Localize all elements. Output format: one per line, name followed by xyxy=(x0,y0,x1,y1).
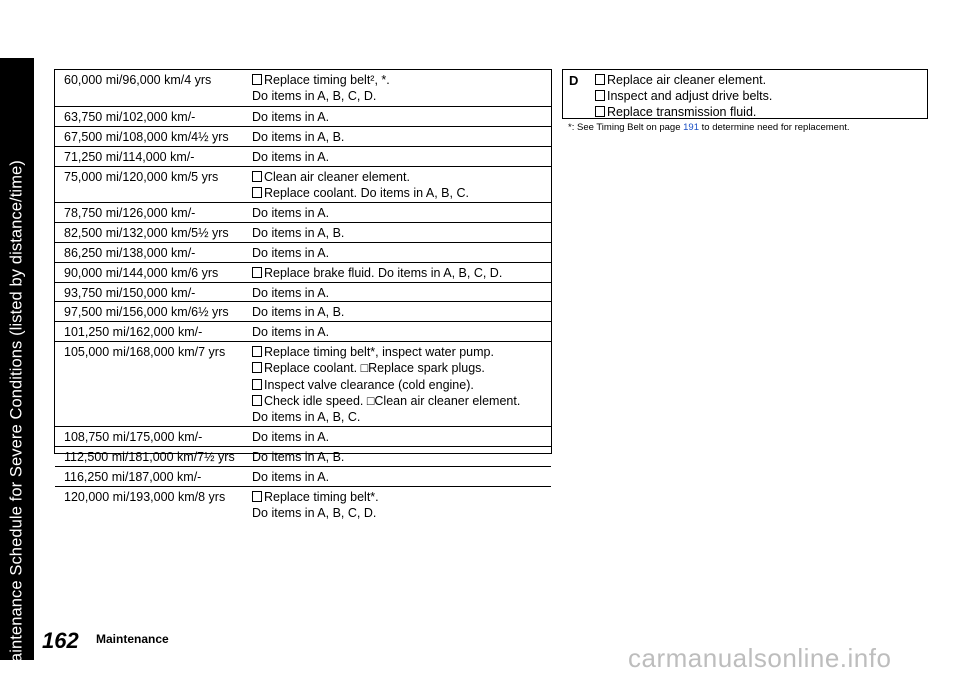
distance-cell: 60,000 mi/96,000 km/4 yrs xyxy=(64,73,212,87)
distance-cell: 112,500 mi/181,000 km/7½ yrs xyxy=(64,449,235,464)
service-line xyxy=(252,429,329,445)
checkbox-icon xyxy=(252,187,262,198)
table-row xyxy=(55,202,551,223)
table-row xyxy=(55,146,551,167)
page-number: 162 xyxy=(42,628,79,653)
checkbox-icon xyxy=(252,267,262,278)
checkbox-icon xyxy=(252,362,262,373)
item-d-letter: D xyxy=(569,73,579,88)
service-text: Replace coolant. Do items in A, B, C. xyxy=(264,186,469,200)
service-text: Do items in A, B. xyxy=(252,449,345,464)
checkbox-icon xyxy=(252,171,262,182)
service-text: Do items in A. xyxy=(252,110,330,125)
table-row xyxy=(55,126,551,147)
service-line xyxy=(252,304,344,320)
service-line xyxy=(252,324,329,340)
table-row xyxy=(55,301,551,322)
items-cell xyxy=(252,205,329,221)
note-text-after: to determine need for replacement. xyxy=(701,122,850,133)
checkbox-icon xyxy=(595,90,605,101)
section-title: Maintenance xyxy=(96,632,169,646)
table-row xyxy=(55,466,551,487)
service-text: Do items in A. xyxy=(252,285,330,300)
distance-cell: 78,750 mi/126,000 km/- xyxy=(64,205,196,220)
side-tab xyxy=(0,58,34,676)
checkbox-icon xyxy=(595,106,605,117)
distance-cell: 97,500 mi/156,000 km/6½ yrs xyxy=(64,305,229,320)
service-text: Replace transmission fluid. xyxy=(607,105,757,120)
table-row xyxy=(55,282,551,303)
note-text-before: See Timing Belt on page xyxy=(576,122,681,133)
distance-cell: 93,750 mi/150,000 km/- xyxy=(64,285,196,300)
service-text: Do items in A, B, C. xyxy=(252,410,361,424)
service-line xyxy=(252,285,329,301)
note-marker: *: xyxy=(568,122,575,133)
service-text: Do items in A, B. xyxy=(252,305,345,320)
service-text: Do items in A. xyxy=(252,429,330,444)
service-text: Replace air cleaner element. xyxy=(607,73,767,87)
service-line xyxy=(252,149,329,165)
checkbox-icon xyxy=(252,74,262,85)
table-row xyxy=(55,341,551,427)
service-text: Do items in A, B, C, D. xyxy=(252,505,377,520)
watermark: carmanualsonline.info xyxy=(628,643,892,673)
items-cell xyxy=(252,225,344,241)
service-line xyxy=(252,505,379,521)
distance-cell: 67,500 mi/108,000 km/4½ yrs xyxy=(64,130,229,144)
items-cell xyxy=(252,449,344,465)
checkbox-icon xyxy=(252,395,262,406)
distance-cell: 75,000 mi/120,000 km/5 yrs xyxy=(64,169,219,184)
checkbox-icon xyxy=(252,491,262,502)
timing-belt-note xyxy=(568,122,850,133)
items-cell xyxy=(252,72,390,104)
table-row xyxy=(55,70,551,106)
item-d-list xyxy=(595,72,772,121)
distance-cell: 120,000 mi/193,000 km/8 yrs xyxy=(64,489,226,504)
service-text: Do items in A. xyxy=(252,245,330,260)
item-d-box xyxy=(562,69,928,119)
service-line xyxy=(252,265,502,281)
items-cell xyxy=(252,429,329,445)
service-line xyxy=(252,185,469,201)
service-line xyxy=(252,169,469,185)
service-text: Replace coolant. □Replace spark plugs. xyxy=(264,361,485,376)
table-row xyxy=(55,321,551,342)
checkbox-icon xyxy=(595,74,605,85)
distance-cell: 108,750 mi/175,000 km/- xyxy=(64,429,203,444)
distance-cell: 63,750 mi/102,000 km/- xyxy=(64,110,196,125)
table-row xyxy=(55,242,551,263)
service-line xyxy=(252,409,520,425)
service-text: Replace brake fluid. Do items in A, B, C, D. xyxy=(264,265,503,280)
service-line xyxy=(252,393,520,409)
distance-cell: 71,250 mi/114,000 km/- xyxy=(64,149,195,164)
service-line xyxy=(252,344,520,360)
checkbox-icon xyxy=(252,379,262,390)
table-row xyxy=(55,446,551,467)
items-cell xyxy=(252,285,329,301)
service-line xyxy=(595,72,772,88)
service-line xyxy=(252,88,390,104)
service-text: Clean air cleaner element. xyxy=(264,169,410,184)
side-title: Maintenance Schedule for Severe Conditions (listed by distance/time) xyxy=(7,160,26,676)
items-cell xyxy=(252,469,329,485)
table-row xyxy=(55,106,551,127)
items-cell xyxy=(252,109,329,125)
items-cell xyxy=(252,304,344,320)
service-text: Do items in A. xyxy=(252,149,330,164)
items-cell xyxy=(252,265,502,281)
service-line xyxy=(252,245,329,261)
distance-cell: 105,000 mi/168,000 km/7 yrs xyxy=(64,345,226,360)
distance-cell: 116,250 mi/187,000 km/- xyxy=(64,469,202,484)
service-line xyxy=(252,360,520,376)
table-row xyxy=(55,262,551,283)
items-cell xyxy=(252,149,329,165)
service-text: Do items in A. xyxy=(252,205,330,220)
table-row xyxy=(55,222,551,243)
service-line xyxy=(252,109,329,125)
service-text: Do items in A, B. xyxy=(252,130,345,144)
service-line xyxy=(252,377,520,393)
distance-cell: 86,250 mi/138,000 km/- xyxy=(64,245,196,260)
service-line xyxy=(252,225,344,241)
service-line xyxy=(595,104,772,120)
distance-cell: 101,250 mi/162,000 km/- xyxy=(64,325,203,340)
items-cell xyxy=(252,169,469,201)
service-line xyxy=(252,129,344,145)
items-cell xyxy=(252,344,520,425)
service-text: Inspect valve clearance (cold engine). xyxy=(264,377,474,392)
items-cell xyxy=(252,489,379,521)
service-line xyxy=(252,489,379,505)
table-row xyxy=(55,166,551,203)
service-text: Do items in A, B, C, D. xyxy=(252,89,377,104)
service-line xyxy=(252,205,329,221)
table-row xyxy=(55,426,551,447)
service-line xyxy=(252,72,390,88)
service-line xyxy=(595,88,772,104)
service-text: Inspect and adjust drive belts. xyxy=(607,89,773,104)
items-cell xyxy=(252,245,329,261)
service-text: Check idle speed. □Clean air cleaner element. xyxy=(264,393,521,408)
service-line xyxy=(252,469,329,485)
distance-cell: 82,500 mi/132,000 km/5½ yrs xyxy=(64,225,229,240)
distance-cell: 90,000 mi/144,000 km/6 yrs xyxy=(64,265,219,280)
service-text: Do items in A. xyxy=(252,469,330,484)
service-text: Replace timing belt², *. xyxy=(264,73,390,87)
checkbox-icon xyxy=(252,346,262,357)
items-cell xyxy=(252,324,329,340)
page-link[interactable]: 191 xyxy=(683,122,699,133)
service-text: Replace timing belt*, inspect water pump. xyxy=(264,345,494,360)
table-row xyxy=(55,486,551,523)
items-cell xyxy=(252,129,344,145)
service-line xyxy=(252,449,344,465)
service-text: Replace timing belt*. xyxy=(264,489,379,504)
schedule-table xyxy=(54,69,552,520)
service-text: Do items in A. xyxy=(252,325,330,340)
service-text: Do items in A, B. xyxy=(252,225,345,240)
